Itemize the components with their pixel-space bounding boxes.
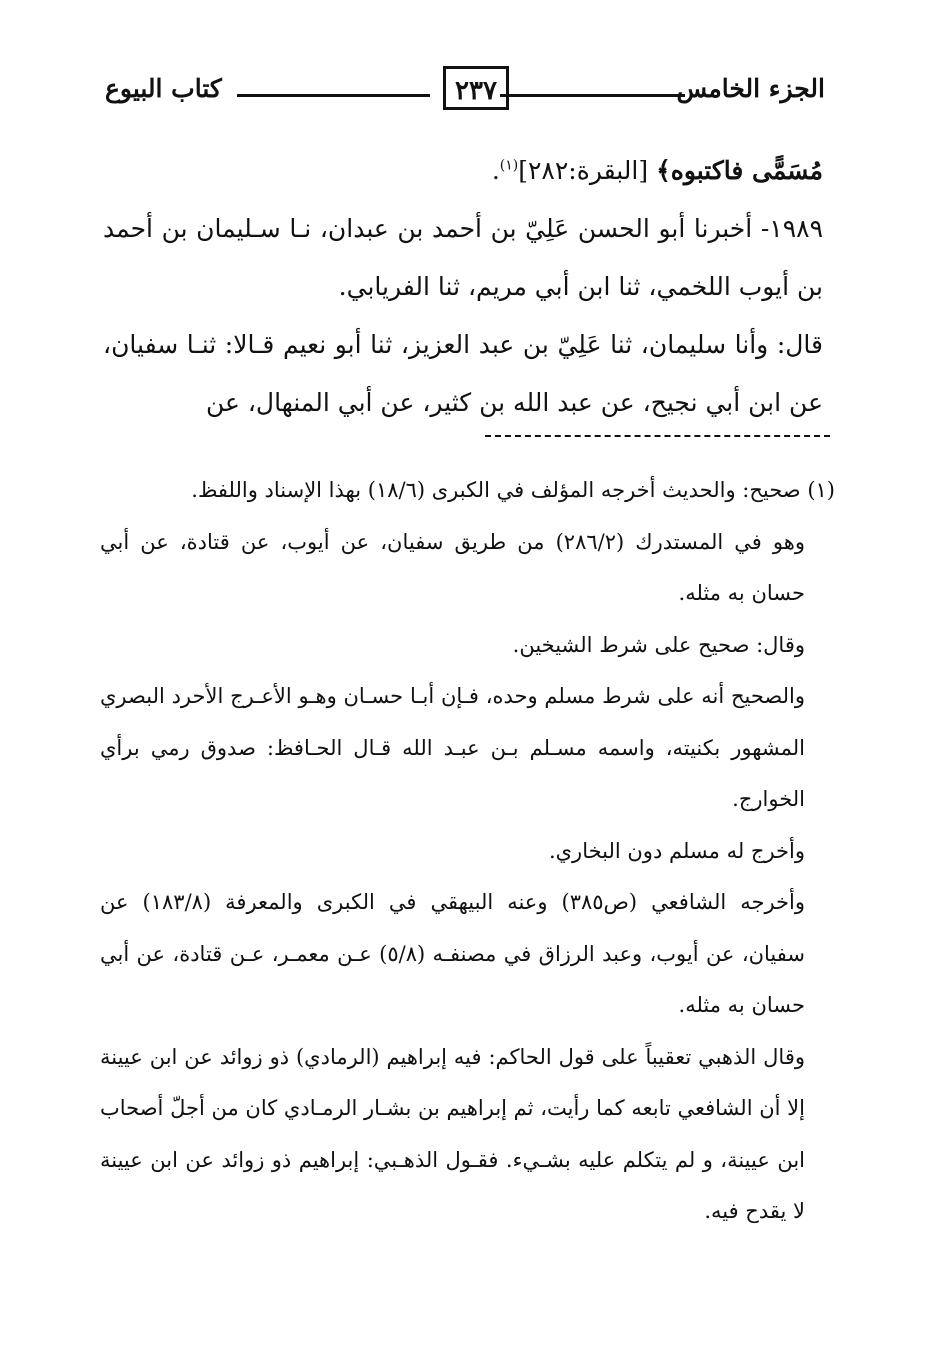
verse-end: . [491, 156, 500, 185]
footnote-text: صحيح: والحديث أخرجه المؤلف في الكبرى (١٨/٦) بهذا الإسناد واللفظ. [191, 478, 801, 502]
page-header [105, 66, 825, 118]
footnote-line: وأخرج له مسلم دون البخاري. [548, 838, 805, 863]
footnote-reference: (١) [499, 157, 519, 174]
quran-verse: مُسَمًّى فاكتبوه﴾ [656, 156, 823, 185]
footnotes [100, 465, 835, 1238]
header-rule-right [500, 94, 685, 97]
main-text [103, 142, 823, 432]
footnote-line: وأخرجه الشافعي (ص٣٨٥) وعنه البيهقي في الكبرى والمعرفة (١٨٣/٨) عن سفيان، عن أيوب، وعبد الرزاق في مصنفـه (٥/٨) عـن معمـر، عـن قتادة، عن أبي حسان به مثله. [100, 890, 805, 1017]
verse-line [103, 142, 823, 200]
footnote-1 [100, 465, 835, 517]
footnote-divider [485, 435, 830, 437]
verse-reference: [البقرة:٢٨٢] [518, 156, 649, 185]
volume-label: الجزء الخامس [676, 74, 825, 103]
footnote-line: وقال الذهبي تعقيباً على قول الحاكم: فيه إبراهيم (الرمادي) ذو زوائد عن ابن عيينة إلا أن الشافعي تابعه كما رأيت، ثم إبراهيم بن بشـار الرمـادي كان من أجلّ أصحاب ابن عيينة، و لم يتكلم عليه بشـيء. فقـول الذهـبي: إبراهيم ذو زوائد عن ابن عيينة لا يقدح فيه. [100, 1044, 805, 1223]
header-rule-left [237, 94, 430, 97]
footnote-line: وهو في المستدرك (٢٨٦/٢) من طريق سفيان، عن أيوب، عن قتادة، عن أبي حسان به مثله. [100, 529, 805, 605]
book-title: كتاب البيوع [105, 74, 222, 103]
footnote-line: وقال: صحيح على شرط الشيخين. [512, 632, 805, 657]
hadith-chain-paragraph: ١٩٨٩- أخبرنا أبو الحسن عَلِيّ بن أحمد بن عبدان، نـا سـليمان بن أحمد بن أيوب اللخمي، ثنا ابن أبي مريم، ثنا الفريابي. [103, 214, 823, 301]
footnote-number: (١) [807, 478, 835, 502]
footnote-line: والصحيح أنه على شرط مسلم وحده، فـإن أبـا حسـان وهـو الأعـرج الأحرد البصري المشهور بكنيته، واسمه مسـلم بـن عبـد الله قـال الحـافظ: صدوق رمي برأي الخوارج. [100, 684, 805, 811]
page-number: ٢٣٧ [443, 66, 509, 110]
hadith-chain-paragraph-2: قال: وأنا سليمان، ثنا عَلِيّ بن عبد العزيز، ثنا أبو نعيم قـالا: ثنـا سفيان، عن ابن أبي نجيح، عن عبد الله بن كثير، عن أبي المنهال، عن [103, 330, 823, 417]
